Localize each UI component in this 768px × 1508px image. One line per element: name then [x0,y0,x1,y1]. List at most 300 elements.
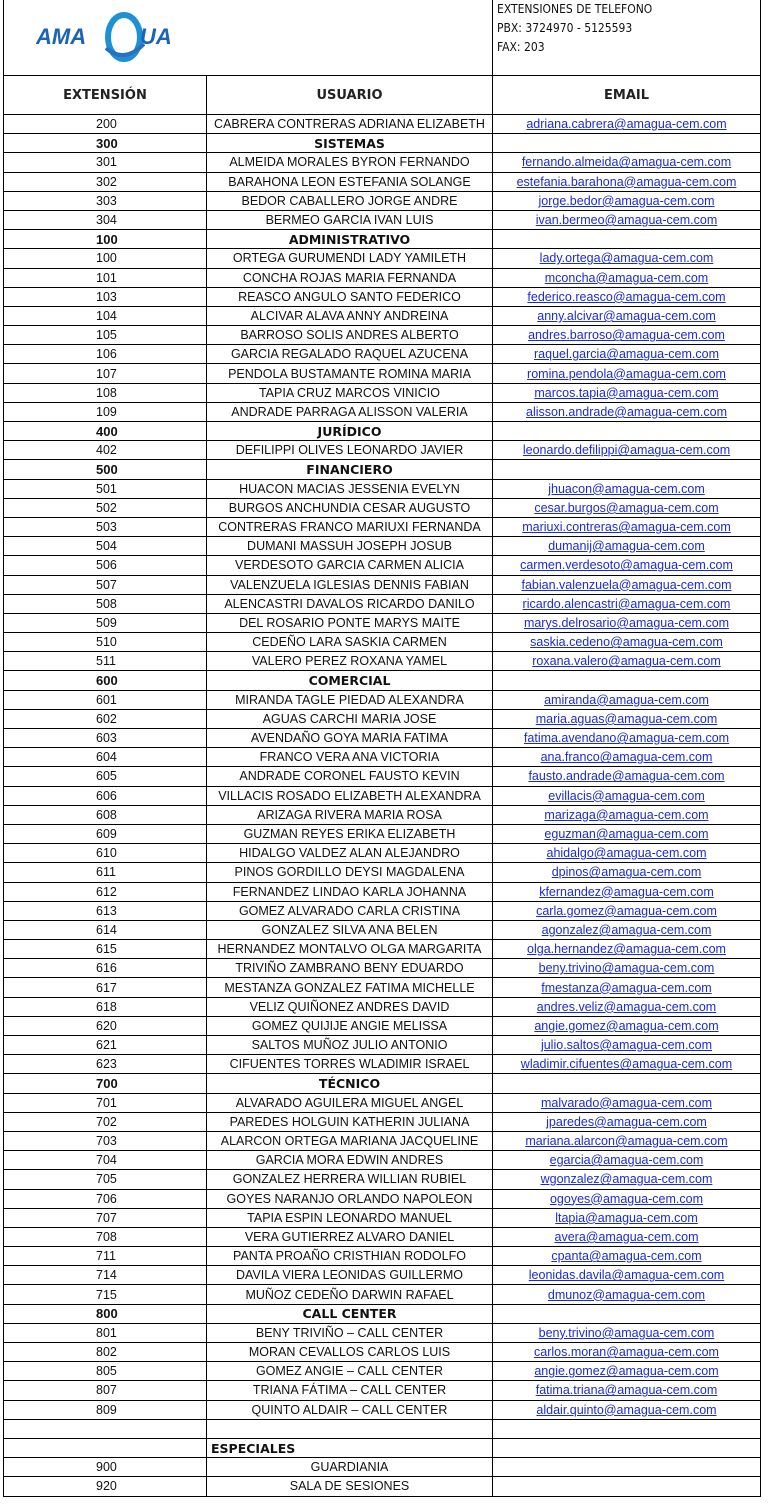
user-cell: TRIANA FÁTIMA – CALL CENTER [207,1381,493,1399]
email-link[interactable]: dmunoz@amagua-cem.com [547,1287,706,1302]
email-link[interactable]: roxana.valero@amagua-cem.com [532,654,721,669]
table-row [3,595,761,614]
email-link[interactable]: jorge.bedor@amagua-cem.com [538,193,715,208]
extensions-table-body [3,115,761,1497]
table-row [3,883,761,902]
table-row [3,1343,761,1362]
email-link[interactable]: malvarado@amagua-cem.com [540,1095,713,1110]
email-link[interactable]: jhuacon@amagua-cem.com [548,481,705,496]
extension-cell: 800 [4,1305,207,1323]
extension-cell: 507 [4,576,207,594]
table-row [3,614,761,633]
extension-cell: 600 [4,671,207,689]
email-link[interactable]: mconcha@amagua-cem.com [544,270,709,285]
table-row [3,518,761,537]
table-row [3,729,761,748]
table-row [3,249,761,268]
extension-cell: 104 [4,307,207,325]
section-name: FINANCIERO [207,460,493,478]
email-link[interactable]: anny.alcivar@amagua-cem.com [537,308,716,323]
extension-cell: 900 [4,1458,207,1476]
email-link[interactable]: dumanij@amagua-cem.com [548,539,705,554]
extension-cell: 714 [4,1266,207,1284]
user-cell: VERA GUTIERREZ ALVARO DANIEL [207,1228,493,1246]
extension-cell: 700 [4,1074,207,1092]
extension-cell: 103 [4,288,207,306]
info-title: EXTENSIONES DE TELEFONO [497,2,653,16]
user-cell: CIFUENTES TORRES WLADIMIR ISRAEL [207,1055,493,1073]
info-fax: FAX: 203 [497,40,545,54]
section-name: ESPECIALES [207,1439,493,1457]
user-cell: BARAHONA LEON ESTEFANIA SOLANGE [207,173,493,191]
email-link[interactable]: ivan.bermeo@amagua-cem.com [535,213,718,228]
email-link[interactable]: carmen.verdesoto@amagua-cem.com [520,558,733,573]
extension-cell: 618 [4,998,207,1016]
table-row [3,998,761,1017]
extension-cell: 603 [4,729,207,747]
extension-cell: 615 [4,940,207,958]
email-link[interactable]: fernando.almeida@amagua-cem.com [521,155,732,170]
user-cell: GOMEZ ANGIE – CALL CENTER [207,1362,493,1380]
extension-cell: 304 [4,211,207,229]
user-cell: MUÑOZ CEDEÑO DARWIN RAFAEL [207,1285,493,1303]
email-link[interactable]: egarcia@amagua-cem.com [549,1153,704,1168]
user-cell: ALCIVAR ALAVA ANNY ANDREINA [207,307,493,325]
section-name: ADMINISTRATIVO [207,230,493,248]
section-name: TÉCNICO [207,1074,493,1092]
extension-cell: 302 [4,173,207,191]
email-link [493,134,760,152]
email-link [493,1305,760,1323]
user-cell: PENDOLA BUSTAMANTE ROMINA MARIA [207,364,493,382]
table-row [3,269,761,288]
extension-cell: 200 [4,115,207,133]
col-header-extension: EXTENSIÓN [4,76,207,114]
email-link[interactable]: evillacis@amagua-cem.com [548,788,705,803]
section-row [3,422,761,441]
email-link[interactable]: julio.saltos@amagua-cem.com [540,1038,713,1053]
extension-cell: 303 [4,192,207,210]
user-cell: SALTOS MUÑOZ JULIO ANTONIO [207,1036,493,1054]
table-row [3,403,761,422]
user-cell: AGUAS CARCHI MARIA JOSE [207,710,493,728]
email-link[interactable]: angie.gomez@amagua-cem.com [534,1018,719,1033]
table-row [3,748,761,767]
email-link [493,671,760,689]
email-link [493,1074,760,1092]
email-link [493,1477,760,1495]
extension-cell: 500 [4,460,207,478]
email-link[interactable]: leonardo.defilippi@amagua-cem.com [522,443,731,458]
user-cell: ALVARADO AGUILERA MIGUEL ANGEL [207,1094,493,1112]
col-header-email: EMAIL [604,87,649,103]
section-name [207,1420,493,1438]
table-row [3,1151,761,1170]
table-row [3,307,761,326]
section-row [3,1305,761,1324]
user-cell: VALERO PEREZ ROXANA YAMEL [207,652,493,670]
section-name: COMERCIAL [207,671,493,689]
email-link[interactable]: wgonzalez@amagua-cem.com [540,1172,713,1187]
user-cell: DAVILA VIERA LEONIDAS GUILLERMO [207,1266,493,1284]
table-row [3,863,761,882]
extension-cell: 508 [4,595,207,613]
email-link[interactable]: eguzman@amagua-cem.com [544,827,709,842]
extension-cell: 510 [4,633,207,651]
table-row [3,211,761,230]
extension-cell: 101 [4,269,207,287]
table-row [3,1170,761,1189]
email-link [493,1439,760,1457]
table-row [3,1362,761,1381]
extension-cell: 802 [4,1343,207,1361]
email-link[interactable]: saskia.cedeno@amagua-cem.com [530,635,723,650]
table-row [3,153,761,172]
extension-cell: 506 [4,556,207,574]
table-row [3,1285,761,1304]
extension-cell: 609 [4,825,207,843]
table-row [3,441,761,460]
extension-cell: 704 [4,1151,207,1169]
extension-cell: 701 [4,1094,207,1112]
email-link [493,1420,760,1438]
extension-cell: 623 [4,1055,207,1073]
user-cell: TAPIA ESPIN LEONARDO MANUEL [207,1209,493,1227]
table-row [3,1247,761,1266]
user-cell: ANDRADE PARRAGA ALISSON VALERIA [207,403,493,421]
user-cell: GONZALEZ HERRERA WILLIAN RUBIEL [207,1170,493,1188]
table-row [3,1381,761,1400]
email-link[interactable]: carla.gomez@amagua-cem.com [536,903,717,918]
extension-cell: 501 [4,480,207,498]
user-cell: ALENCASTRI DAVALOS RICARDO DANILO [207,595,493,613]
extension-cell: 606 [4,787,207,805]
table-row [3,364,761,383]
user-cell: DEL ROSARIO PONTE MARYS MAITE [207,614,493,632]
user-cell: ARIZAGA RIVERA MARIA ROSA [207,806,493,824]
email-link [493,460,760,478]
email-link [493,230,760,248]
user-cell: ANDRADE CORONEL FAUSTO KEVIN [207,767,493,785]
email-link[interactable]: cpanta@amagua-cem.com [551,1249,702,1264]
section-name: JURÍDICO [207,422,493,440]
user-cell: MORAN CEVALLOS CARLOS LUIS [207,1343,493,1361]
user-cell: PAREDES HOLGUIN KATHERIN JULIANA [207,1113,493,1131]
extension-cell: 503 [4,518,207,536]
table-row [3,921,761,940]
email-link[interactable]: ana.franco@amagua-cem.com [540,750,713,765]
document-header [3,0,761,76]
extension-cell: 614 [4,921,207,939]
section-row [3,1439,761,1458]
user-cell: GONZALEZ SILVA ANA BELEN [207,921,493,939]
table-row [3,787,761,806]
table-row [3,326,761,345]
extension-cell: 703 [4,1132,207,1150]
table-row [3,384,761,403]
email-link[interactable]: marcos.tapia@amagua-cem.com [534,385,719,400]
table-row [3,537,761,556]
table-row [3,1132,761,1151]
table-row [3,691,761,710]
email-link[interactable]: fausto.andrade@amagua-cem.com [528,769,725,784]
table-row [3,1228,761,1247]
extension-cell: 809 [4,1401,207,1419]
svg-text:UA: UA [140,24,172,49]
user-cell: GOYES NARANJO ORLANDO NAPOLEON [207,1190,493,1208]
user-cell: GOMEZ ALVARADO CARLA CRISTINA [207,902,493,920]
table-row [3,1458,761,1477]
extension-cell: 707 [4,1209,207,1227]
email-link [493,422,760,440]
col-header-user: USUARIO [207,76,493,114]
email-link[interactable]: amiranda@amagua-cem.com [544,692,709,707]
user-cell: GUARDIANIA [207,1458,493,1476]
extension-cell: 807 [4,1381,207,1399]
table-row [3,1266,761,1285]
table-row [3,1401,761,1420]
extension-cell: 402 [4,441,207,459]
user-cell: HIDALGO VALDEZ ALAN ALEJANDRO [207,844,493,862]
email-link[interactable]: andres.barroso@amagua-cem.com [528,328,725,343]
user-cell: BERMEO GARCIA IVAN LUIS [207,211,493,229]
email-link[interactable]: lady.ortega@amagua-cem.com [539,251,714,266]
section-row [3,460,761,479]
extension-cell: 601 [4,691,207,709]
user-cell: FRANCO VERA ANA VICTORIA [207,748,493,766]
table-row [3,767,761,786]
email-link[interactable]: cesar.burgos@amagua-cem.com [534,500,719,515]
table-row [3,940,761,959]
extension-cell: 705 [4,1170,207,1188]
email-link[interactable]: dpinos@amagua-cem.com [551,865,702,880]
table-row [3,345,761,364]
email-link[interactable]: aldair.quinto@amagua-cem.com [536,1402,717,1417]
table-row [3,288,761,307]
user-cell: HERNANDEZ MONTALVO OLGA MARGARITA [207,940,493,958]
user-cell: MESTANZA GONZALEZ FATIMA MICHELLE [207,978,493,996]
email-link[interactable]: carlos.moran@amagua-cem.com [534,1345,719,1360]
extension-cell: 920 [4,1477,207,1495]
table-row [3,710,761,729]
table-row [3,480,761,499]
table-row [3,115,761,134]
email-link[interactable]: marys.delrosario@amagua-cem.com [523,615,730,630]
user-cell: CABRERA CONTRERAS ADRIANA ELIZABETH [207,115,493,133]
table-row [3,1113,761,1132]
table-row [3,173,761,192]
extension-cell: 620 [4,1017,207,1035]
user-cell: GARCIA REGALADO RAQUEL AZUCENA [207,345,493,363]
extension-cell: 621 [4,1036,207,1054]
email-link[interactable]: fatima.triana@amagua-cem.com [535,1383,718,1398]
user-cell: PINOS GORDILLO DEYSI MAGDALENA [207,863,493,881]
user-cell: BARROSO SOLIS ANDRES ALBERTO [207,326,493,344]
extension-cell: 602 [4,710,207,728]
extension-cell: 610 [4,844,207,862]
email-link[interactable]: agonzalez@amagua-cem.com [541,922,712,937]
phone-info [497,0,652,57]
extension-cell: 105 [4,326,207,344]
extension-cell: 301 [4,153,207,171]
table-row [3,633,761,652]
user-cell: DEFILIPPI OLIVES LEONARDO JAVIER [207,441,493,459]
section-row [3,671,761,690]
user-cell: ALARCON ORTEGA MARIANA JACQUELINE [207,1132,493,1150]
extension-cell: 617 [4,978,207,996]
extension-cell: 805 [4,1362,207,1380]
table-row [3,902,761,921]
extension-cell [4,1420,207,1438]
email-link[interactable]: ltapia@amagua-cem.com [555,1210,698,1225]
user-cell: BENY TRIVIÑO – CALL CENTER [207,1324,493,1342]
table-row [3,1209,761,1228]
table-row [3,1477,761,1496]
user-cell: TRIVIÑO ZAMBRANO BENY EDUARDO [207,959,493,977]
email-link[interactable]: marizaga@amagua-cem.com [544,807,709,822]
user-cell: MIRANDA TAGLE PIEDAD ALEXANDRA [207,691,493,709]
user-cell: ORTEGA GURUMENDI LADY YAMILETH [207,249,493,267]
extension-cell: 611 [4,863,207,881]
svg-text:AMA: AMA [36,24,87,49]
user-cell: BEDOR CABALLERO JORGE ANDRE [207,192,493,210]
email-link[interactable]: ogoyes@amagua-cem.com [549,1191,704,1206]
extension-cell: 605 [4,767,207,785]
extension-cell: 504 [4,537,207,555]
table-row [3,1055,761,1074]
extension-cell: 511 [4,652,207,670]
email-link[interactable]: beny.trivino@amagua-cem.com [538,961,715,976]
email-link[interactable]: romina.pendola@amagua-cem.com [527,366,726,381]
user-cell: REASCO ANGULO SANTO FEDERICO [207,288,493,306]
user-cell: ALMEIDA MORALES BYRON FERNANDO [207,153,493,171]
email-link[interactable]: jparedes@amagua-cem.com [546,1114,707,1129]
email-link[interactable]: raquel.garcia@amagua-cem.com [534,347,719,362]
table-row [3,1190,761,1209]
table-row [3,959,761,978]
extension-cell [4,1439,207,1457]
column-header-row [3,76,761,115]
table-row [3,1420,761,1439]
extension-cell: 509 [4,614,207,632]
extension-cell: 612 [4,883,207,901]
email-link[interactable]: fabian.valenzuela@amagua-cem.com [521,577,732,592]
extension-cell: 711 [4,1247,207,1265]
extension-cell: 100 [4,249,207,267]
email-link[interactable]: maria.aguas@amagua-cem.com [535,711,718,726]
extension-cell: 109 [4,403,207,421]
extension-cell: 702 [4,1113,207,1131]
section-row [3,1074,761,1093]
user-cell: VERDESOTO GARCIA CARMEN ALICIA [207,556,493,574]
user-cell: VILLACIS ROSADO ELIZABETH ALEXANDRA [207,787,493,805]
email-link[interactable]: wladimir.cifuentes@amagua-cem.com [520,1057,733,1072]
table-row [3,1017,761,1036]
email-link[interactable]: estefania.barahona@amagua-cem.com [516,174,737,189]
extension-cell: 613 [4,902,207,920]
user-cell: CONTRERAS FRANCO MARIUXI FERNANDA [207,518,493,536]
table-row [3,1036,761,1055]
user-cell: SALA DE SESIONES [207,1477,493,1495]
extension-cell: 502 [4,499,207,517]
user-cell: VELIZ QUIÑONEZ ANDRES DAVID [207,998,493,1016]
email-link[interactable]: kfernandez@amagua-cem.com [539,884,714,899]
user-cell: VALENZUELA IGLESIAS DENNIS FABIAN [207,576,493,594]
user-cell: DUMANI MASSUH JOSEPH JOSUB [207,537,493,555]
user-cell: GOMEZ QUIJIJE ANGIE MELISSA [207,1017,493,1035]
extension-cell: 715 [4,1285,207,1303]
extension-cell: 106 [4,345,207,363]
extension-cell: 801 [4,1324,207,1342]
email-link[interactable]: avera@amagua-cem.com [554,1229,699,1244]
extension-cell: 608 [4,806,207,824]
email-link[interactable]: fmestanza@amagua-cem.com [541,980,712,995]
table-row [3,825,761,844]
email-link[interactable]: adriana.cabrera@amagua-cem.com [526,117,727,132]
user-cell: AVENDAÑO GOYA MARIA FATIMA [207,729,493,747]
email-link[interactable]: ricardo.alencastri@amagua-cem.com [522,596,731,611]
user-cell: CEDEÑO LARA SASKIA CARMEN [207,633,493,651]
section-name: CALL CENTER [207,1305,493,1323]
email-link[interactable]: beny.trivino@amagua-cem.com [538,1325,715,1340]
user-cell: HUACON MACIAS JESSENIA EVELYN [207,480,493,498]
extension-cell: 300 [4,134,207,152]
extension-cell: 107 [4,364,207,382]
table-row [3,576,761,595]
logo-cell [4,0,493,75]
user-cell: FERNANDEZ LINDAO KARLA JOHANNA [207,883,493,901]
table-row [3,556,761,575]
email-link[interactable]: angie.gomez@amagua-cem.com [534,1364,719,1379]
user-cell: QUINTO ALDAIR – CALL CENTER [207,1401,493,1419]
extension-cell: 706 [4,1190,207,1208]
table-row [3,192,761,211]
table-row [3,844,761,863]
email-link[interactable]: andres.veliz@amagua-cem.com [536,999,717,1014]
email-link[interactable]: federico.reasco@amagua-cem.com [527,289,726,304]
user-cell: PANTA PROAÑO CRISTHIAN RODOLFO [207,1247,493,1265]
email-link [493,1458,760,1476]
table-row [3,1324,761,1343]
email-link[interactable]: leonidas.davila@amagua-cem.com [528,1268,725,1283]
section-name: SISTEMAS [207,134,493,152]
extension-cell: 708 [4,1228,207,1246]
user-cell: BURGOS ANCHUNDIA CESAR AUGUSTO [207,499,493,517]
extension-cell: 604 [4,748,207,766]
extensions-sheet [3,0,761,1497]
user-cell: CONCHA ROJAS MARIA FERNANDA [207,269,493,287]
extension-cell: 100 [4,230,207,248]
table-row [3,806,761,825]
email-link[interactable]: fatima.avendano@amagua-cem.com [523,731,730,746]
section-row [3,134,761,153]
extension-cell: 616 [4,959,207,977]
table-row [3,978,761,997]
extension-cell: 108 [4,384,207,402]
email-link[interactable]: mariuxi.contreras@amagua-cem.com [522,520,731,535]
table-row [3,499,761,518]
table-row [3,1094,761,1113]
extension-cell: 400 [4,422,207,440]
email-link[interactable]: olga.hernandez@amagua-cem.com [527,942,726,957]
email-link[interactable]: mariana.alarcon@amagua-cem.com [525,1134,728,1149]
user-cell: TAPIA CRUZ MARCOS VINICIO [207,384,493,402]
table-row [3,652,761,671]
email-link[interactable]: ahidalgo@amagua-cem.com [546,846,707,861]
info-pbx: PBX: 3724970 - 5125593 [497,21,633,35]
section-row [3,230,761,249]
email-link[interactable]: alisson.andrade@amagua-cem.com [526,404,727,419]
